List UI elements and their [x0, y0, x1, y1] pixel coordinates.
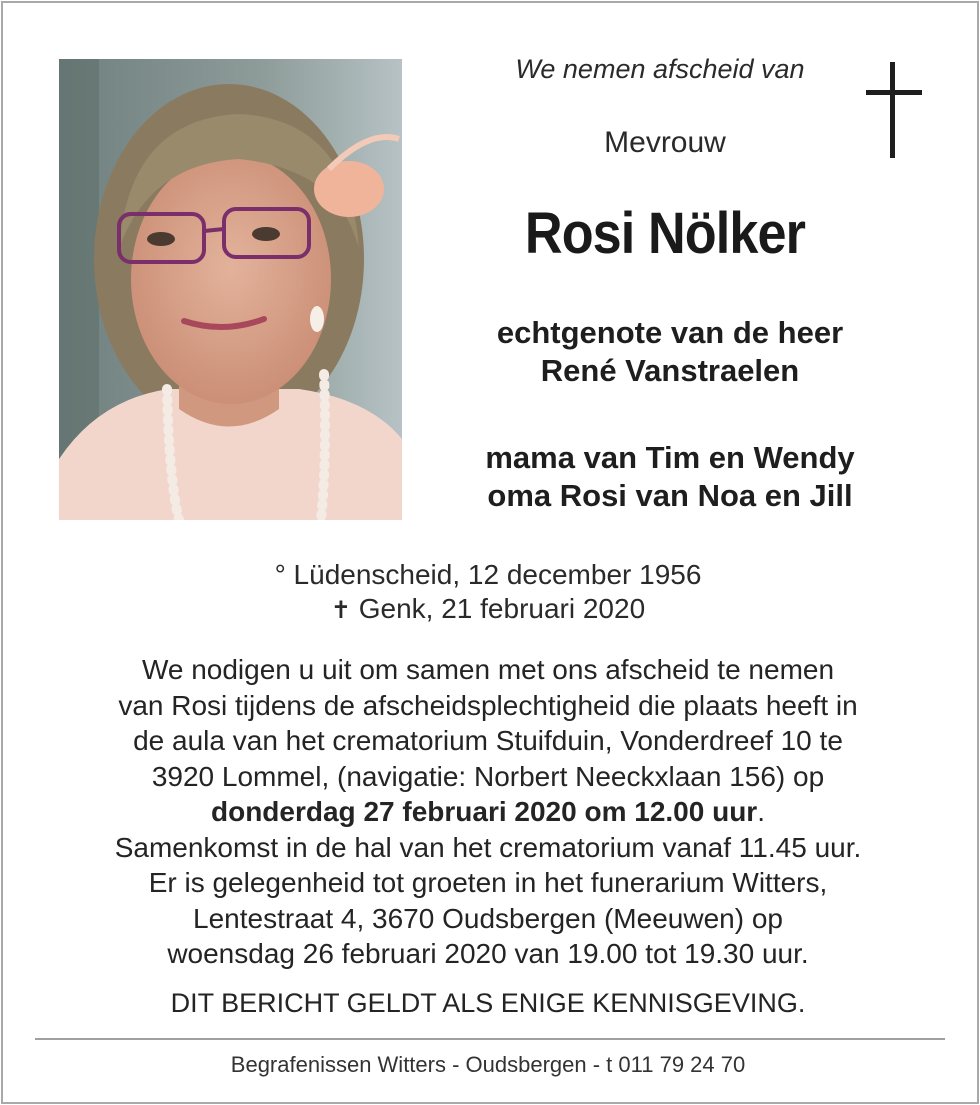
footer-divider — [35, 1038, 945, 1040]
relation-line: echtgenote van de heer — [496, 315, 844, 350]
death-line — [0, 592, 976, 628]
small-cross-icon: ✝ — [330, 597, 351, 624]
ceremony-date-line — [40, 794, 936, 830]
honorific: Mevrouw — [604, 126, 726, 159]
portrait-photo — [59, 59, 402, 520]
body-line: de aula van het crematorium Stuifduin, Vonderdreef 10 te — [133, 725, 843, 756]
body-line: 3920 Lommel, (navigatie: Norbert Neeckxlaan 156) op — [151, 760, 825, 792]
ceremony-date: donderdag 27 februari 2020 om 12.00 uur — [211, 796, 758, 827]
body-line: woensdag 26 februari 2020 van 19.00 tot 19.30 uur. — [167, 938, 809, 969]
ceremony-date-suffix: . — [757, 796, 765, 827]
spouse-relation — [420, 314, 920, 390]
ceremony-text — [40, 652, 936, 972]
body-line: We nodigen u uit om samen met ons afscheid te nemen — [141, 654, 835, 685]
funeral-home-footer: Begrafenissen Witters - Oudsbergen - t 011 79 24 70 — [230, 1052, 746, 1077]
death-text: Genk, 21 februari 2020 — [350, 593, 646, 624]
body-line: Lentestraat 4, 3670 Oudsbergen (Meeuwen) op — [193, 902, 783, 934]
life-dates — [0, 558, 976, 628]
relation-line: René Vanstraelen — [540, 353, 800, 388]
only-notice-text: DIT BERICHT GELDT ALS ENIGE KENNISGEVING. — [170, 988, 806, 1018]
body-line: Samenkomst in de hal van het crematorium vanaf 11.45 uur. — [114, 831, 862, 863]
birth-line: ° Lüdenscheid, 12 december 1956 — [274, 559, 702, 590]
deceased-name: Rosi Nölker — [524, 201, 806, 266]
body-line: Er is gelegenheid tot groeten in het funerarium Witters, — [148, 867, 828, 898]
relation-line: mama van Tim en Wendy — [485, 440, 855, 475]
relation-line: oma Rosi van Noa en Jill — [487, 478, 853, 513]
family-relation — [420, 439, 920, 515]
body-line: van Rosi tijdens de afscheidsplechtigheid die plaats heeft in — [118, 689, 858, 721]
intro-text: We nemen afscheid van — [515, 54, 805, 84]
